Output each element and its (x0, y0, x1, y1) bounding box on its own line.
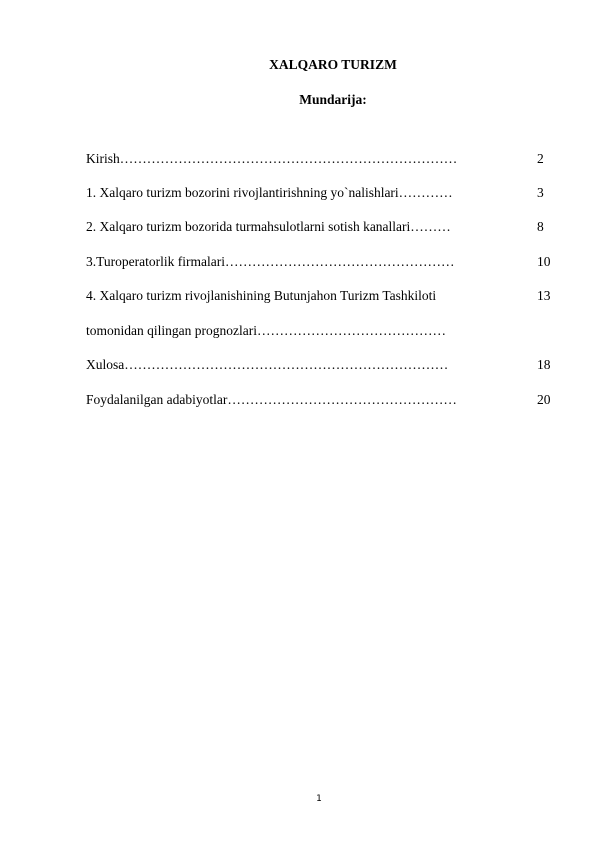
toc-entry-text: Xulosa……………………………………………………………… (86, 357, 449, 372)
toc-entry-text: Kirish………………………………………………………………… (86, 151, 458, 166)
toc-entry-text-continuation: tomonidan qilingan prognozlari…………………………………… (86, 323, 446, 338)
toc-entry-page: 20 (537, 392, 551, 407)
toc-heading: Mundarija: (299, 92, 367, 107)
toc-entry-page: 18 (537, 357, 551, 372)
toc-entry-page: 13 (537, 288, 551, 303)
toc-entry-text: Foydalanilgan adabiyotlar…………………………………………… (86, 392, 457, 407)
toc-entry-text: 4. Xalqaro turizm rivojlanishining Butunjahon Turizm Tashkiloti (86, 288, 437, 303)
toc-entry-page: 8 (537, 219, 544, 234)
page-number: 1 (316, 794, 322, 804)
toc-entry-text: 1. Xalqaro turizm bozorini rivojlantirishning yo`nalishlari………… (86, 185, 453, 200)
toc-entry-text: 3.Turoperatorlik firmalari…………………………………………… (86, 254, 455, 269)
document-title: XALQARO TURIZM (269, 57, 397, 72)
toc-entry-text: 2. Xalqaro turizm bozorida turmahsulotlarni sotish kanallari……… (86, 219, 451, 234)
toc-entry-page: 3 (537, 185, 544, 200)
toc-entry-page: 10 (537, 254, 551, 269)
toc-entry-page: 2 (537, 151, 544, 166)
